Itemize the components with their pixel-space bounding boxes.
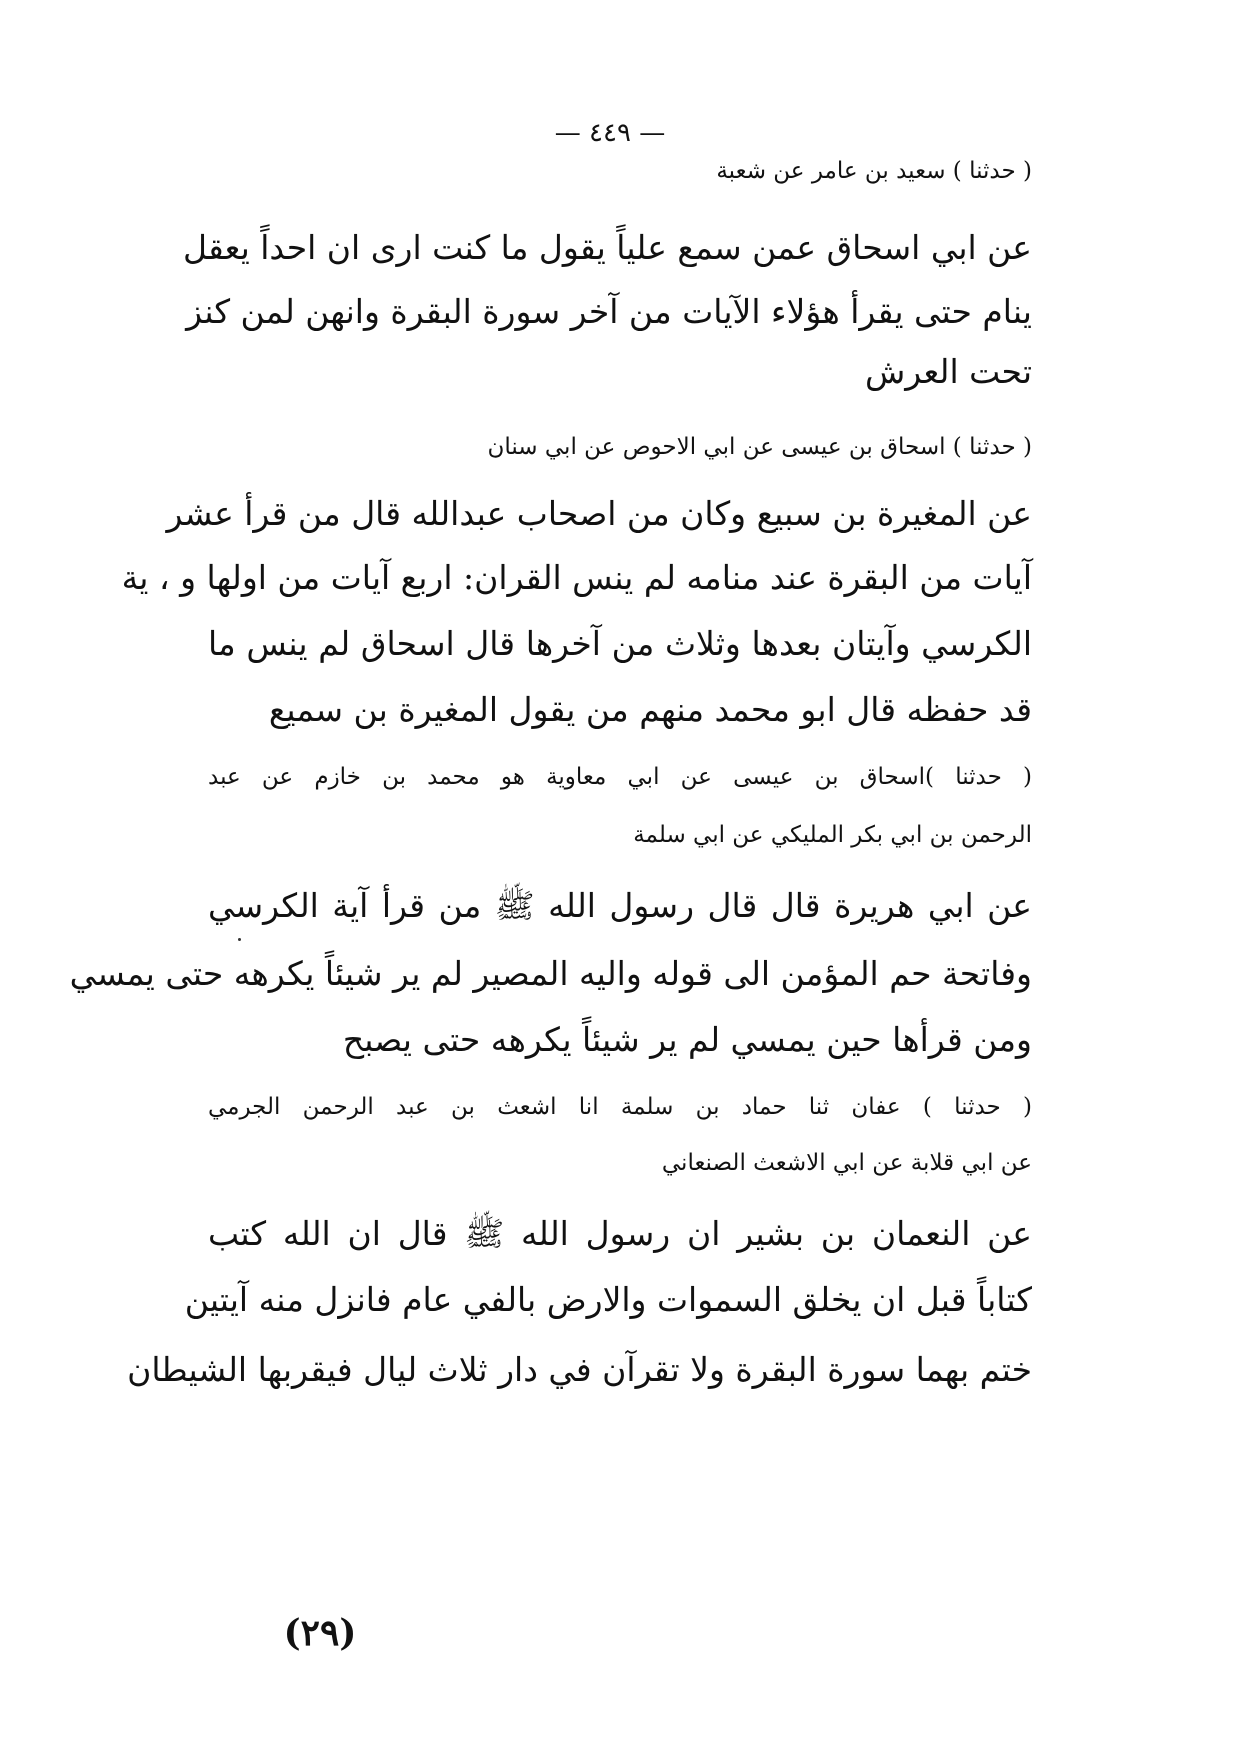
isnad-line: ( حدثنا ) اسحاق بن عيسى عن ابي الاحوص عن ابي سنان [487,434,1032,460]
page-number: — ٤٤٩ — [554,118,666,148]
matn-line: وفاتحة حم المؤمن الى قوله واليه المصير لم ير شيئاً يكرهه حتى يمسي [69,954,1032,993]
matn-line: عن ابي هريرة قال قال رسول الله ﷺ من قرأ آية الكرسي [208,886,1032,925]
matn-line: كتاباً قبل ان يخلق السموات والارض بالفي عام فانزل منه آيتين [184,1280,1032,1319]
matn-line: ختم بهما سورة البقرة ولا تقرآن في دار ثلاث ليال فيقربها الشيطان [127,1350,1032,1389]
matn-line: ومن قرأها حين يمسي لم ير شيئاً يكرهه حتى يصبح [342,1020,1032,1059]
matn-line: الكرسي وآيتان بعدها وثلاث من آخرها قال اسحاق لم ينس ما [208,624,1032,663]
ink-speck [238,938,241,941]
signature-mark: (٢٩) [283,1612,357,1654]
isnad-line: الرحمن بن ابي بكر المليكي عن ابي سلمة [633,822,1032,848]
matn-line: قد حفظه قال ابو محمد منهم من يقول المغيرة بن سميع [268,690,1032,729]
matn-line: تحت العرش [864,352,1032,391]
isnad-line: ( حدثنا ) سعيد بن عامر عن شعبة [716,158,1032,184]
matn-line: عن النعمان بن بشير ان رسول الله ﷺ قال ان الله كتب [208,1214,1032,1253]
matn-line: عن المغيرة بن سبيع وكان من اصحاب عبدالله قال من قرأ عشر [166,494,1032,533]
isnad-line: عن ابي قلابة عن ابي الاشعث الصنعاني [661,1150,1032,1176]
matn-line: ينام حتى يقرأ هؤلاء الآيات من آخر سورة البقرة وانهن لمن كنز [186,292,1032,331]
isnad-line: ( حدثنا )اسحاق بن عيسى عن ابي معاوية هو محمد بن خازم عن عبد [208,764,1032,790]
matn-line: آيات من البقرة عند منامه لم ينس القران: اربع آيات من اولها و ، ية [121,558,1032,597]
isnad-line: ( حدثنا ) عفان ثنا حماد بن سلمة انا اشعث بن عبد الرحمن الجرمي [208,1094,1032,1120]
matn-line: عن ابي اسحاق عمن سمع علياً يقول ما كنت ارى ان احداً يعقل [182,228,1032,267]
